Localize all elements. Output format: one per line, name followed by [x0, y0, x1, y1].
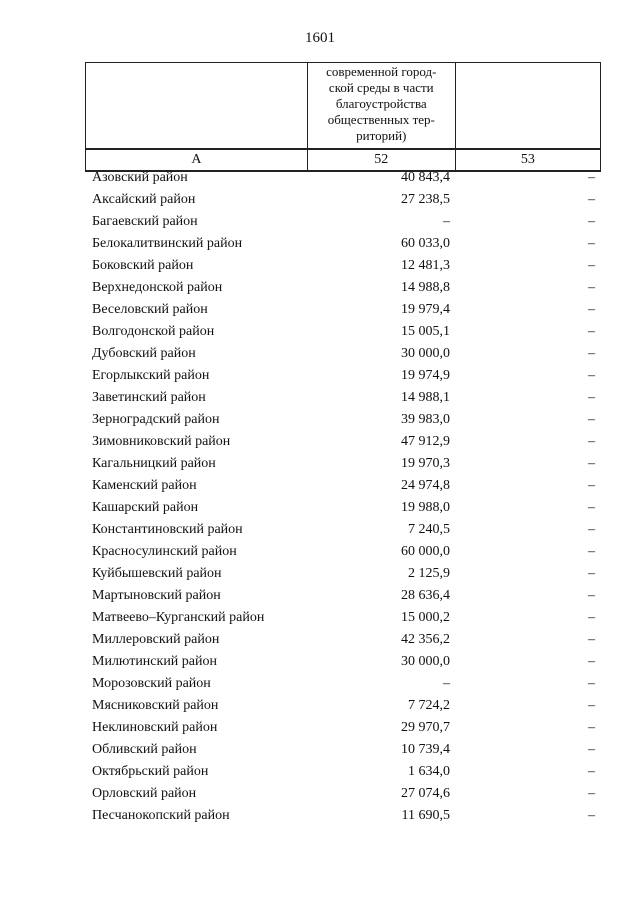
table-row: [85, 497, 601, 519]
header-text-53: [456, 63, 600, 68]
row-name: Миллеровский район: [92, 632, 220, 647]
row-value-52: 15 000,2: [401, 610, 450, 625]
table-row: [85, 585, 601, 607]
table-row: [85, 365, 601, 387]
row-value-53: –: [588, 236, 595, 251]
row-name: Октябрьский район: [92, 764, 209, 779]
table-row: [85, 431, 601, 453]
row-value-52: 42 356,2: [401, 632, 450, 647]
table-row: [85, 409, 601, 431]
table-row: [85, 233, 601, 255]
row-value-52: 60 000,0: [401, 544, 450, 559]
row-name: Константиновский район: [92, 522, 243, 537]
row-value-52: 1 634,0: [408, 764, 450, 779]
table-row: [85, 607, 601, 629]
header-row: [86, 63, 601, 150]
row-value-53: –: [588, 434, 595, 449]
row-value-53: –: [588, 346, 595, 361]
row-value-52: 19 979,4: [401, 302, 450, 317]
table-header: [85, 62, 601, 172]
row-name: Каменский район: [92, 478, 197, 493]
table-row: [85, 541, 601, 563]
row-value-52: 28 636,4: [401, 588, 450, 603]
row-value-53: –: [588, 214, 595, 229]
table-row: [85, 453, 601, 475]
row-name: Морозовский район: [92, 676, 211, 691]
table-row: [85, 343, 601, 365]
row-value-52: 11 690,5: [401, 808, 450, 823]
row-value-53: –: [588, 456, 595, 471]
row-value-52: 2 125,9: [408, 566, 450, 581]
row-name: Зерноградский район: [92, 412, 220, 427]
table-row: [85, 475, 601, 497]
row-value-52: 19 988,0: [401, 500, 450, 515]
row-value-53: –: [588, 676, 595, 691]
row-name: Обливский район: [92, 742, 197, 757]
row-value-53: –: [588, 566, 595, 581]
row-value-53: –: [588, 764, 595, 779]
row-value-52: 29 970,7: [401, 720, 450, 735]
table-row: [85, 211, 601, 233]
table-row: [85, 629, 601, 651]
row-value-53: –: [588, 258, 595, 273]
row-value-53: –: [588, 412, 595, 427]
row-name: Заветинский район: [92, 390, 206, 405]
row-name: Неклиновский район: [92, 720, 218, 735]
header-text-a: [86, 63, 307, 68]
table-row: [85, 277, 601, 299]
header-cell-a: [86, 63, 308, 150]
table-row: [85, 519, 601, 541]
row-name: Аксайский район: [92, 192, 196, 207]
header-text-52: современной город- ской среды в части благоустройства общественных тер- риторий): [326, 64, 437, 143]
row-value-52: 14 988,8: [401, 280, 450, 295]
row-value-52: 7 240,5: [408, 522, 450, 537]
row-value-53: –: [588, 390, 595, 405]
row-value-53: –: [588, 786, 595, 801]
row-name: Веселовский район: [92, 302, 208, 317]
column-label-52: 52: [307, 149, 455, 171]
row-value-52: 14 988,1: [401, 390, 450, 405]
row-value-53: –: [588, 588, 595, 603]
row-value-53: –: [588, 170, 595, 185]
row-name: Багаевский район: [92, 214, 198, 229]
row-name: Верхнедонской район: [92, 280, 223, 295]
row-name: Дубовский район: [92, 346, 196, 361]
row-value-53: –: [588, 720, 595, 735]
row-name: Кагальницкий район: [92, 456, 216, 471]
table-row: [85, 717, 601, 739]
row-name: Волгодонской район: [92, 324, 215, 339]
table-row: [85, 695, 601, 717]
row-value-52: 7 724,2: [408, 698, 450, 713]
column-label-a: А: [86, 149, 308, 171]
row-name: Зимовниковский район: [92, 434, 231, 449]
row-name: Мясниковский район: [92, 698, 219, 713]
row-value-52: 19 970,3: [401, 456, 450, 471]
row-value-52: 27 238,5: [401, 192, 450, 207]
row-value-53: –: [588, 808, 595, 823]
column-label-53: 53: [455, 149, 600, 171]
row-name: Орловский район: [92, 786, 197, 801]
table-row: [85, 739, 601, 761]
row-value-52: 40 843,4: [401, 170, 450, 185]
table-row: [85, 167, 601, 189]
table-row: [85, 651, 601, 673]
row-value-53: –: [588, 280, 595, 295]
table-row: [85, 299, 601, 321]
row-value-53: –: [588, 742, 595, 757]
table-row: [85, 189, 601, 211]
row-value-53: –: [588, 698, 595, 713]
row-value-53: –: [588, 368, 595, 383]
row-name: Матвеево–Курганский район: [92, 610, 265, 625]
row-value-52: 30 000,0: [401, 654, 450, 669]
table-row: [85, 321, 601, 343]
page-number: 1601: [305, 30, 335, 46]
row-name: Кашарский район: [92, 500, 199, 515]
row-name: Мартыновский район: [92, 588, 221, 603]
table-body: [85, 167, 601, 827]
row-value-52: 39 983,0: [401, 412, 450, 427]
table-row: [85, 387, 601, 409]
row-value-53: –: [588, 302, 595, 317]
row-value-53: –: [588, 324, 595, 339]
row-value-53: –: [588, 522, 595, 537]
row-value-53: –: [588, 544, 595, 559]
row-value-52: 60 033,0: [401, 236, 450, 251]
row-value-52: –: [443, 676, 450, 691]
table-row: [85, 761, 601, 783]
row-name: Боковский район: [92, 258, 194, 273]
row-value-53: –: [588, 632, 595, 647]
row-name: Красносулинский район: [92, 544, 237, 559]
row-value-52: 30 000,0: [401, 346, 450, 361]
header-cell-53: [455, 63, 600, 150]
row-name: Песчанокопский район: [92, 808, 230, 823]
table-row: [85, 783, 601, 805]
row-value-52: 24 974,8: [401, 478, 450, 493]
row-name: Азовский район: [92, 170, 188, 185]
row-value-53: –: [588, 500, 595, 515]
table-row: [85, 255, 601, 277]
row-value-52: 19 974,9: [401, 368, 450, 383]
row-value-53: –: [588, 654, 595, 669]
row-value-52: 15 005,1: [401, 324, 450, 339]
row-value-52: 10 739,4: [401, 742, 450, 757]
row-value-53: –: [588, 610, 595, 625]
row-value-52: 47 912,9: [401, 434, 450, 449]
table-row: [85, 673, 601, 695]
row-name: Белокалитвинский район: [92, 236, 243, 251]
row-value-53: –: [588, 478, 595, 493]
table-row: [85, 805, 601, 827]
row-name: Егорлыкский район: [92, 368, 210, 383]
row-name: Милютинский район: [92, 654, 218, 669]
table-row: [85, 563, 601, 585]
row-value-53: –: [588, 192, 595, 207]
row-value-52: 12 481,3: [401, 258, 450, 273]
row-value-52: –: [443, 214, 450, 229]
row-name: Куйбышевский район: [92, 566, 222, 581]
row-value-52: 27 074,6: [401, 786, 450, 801]
header-cell-52: [307, 63, 455, 150]
